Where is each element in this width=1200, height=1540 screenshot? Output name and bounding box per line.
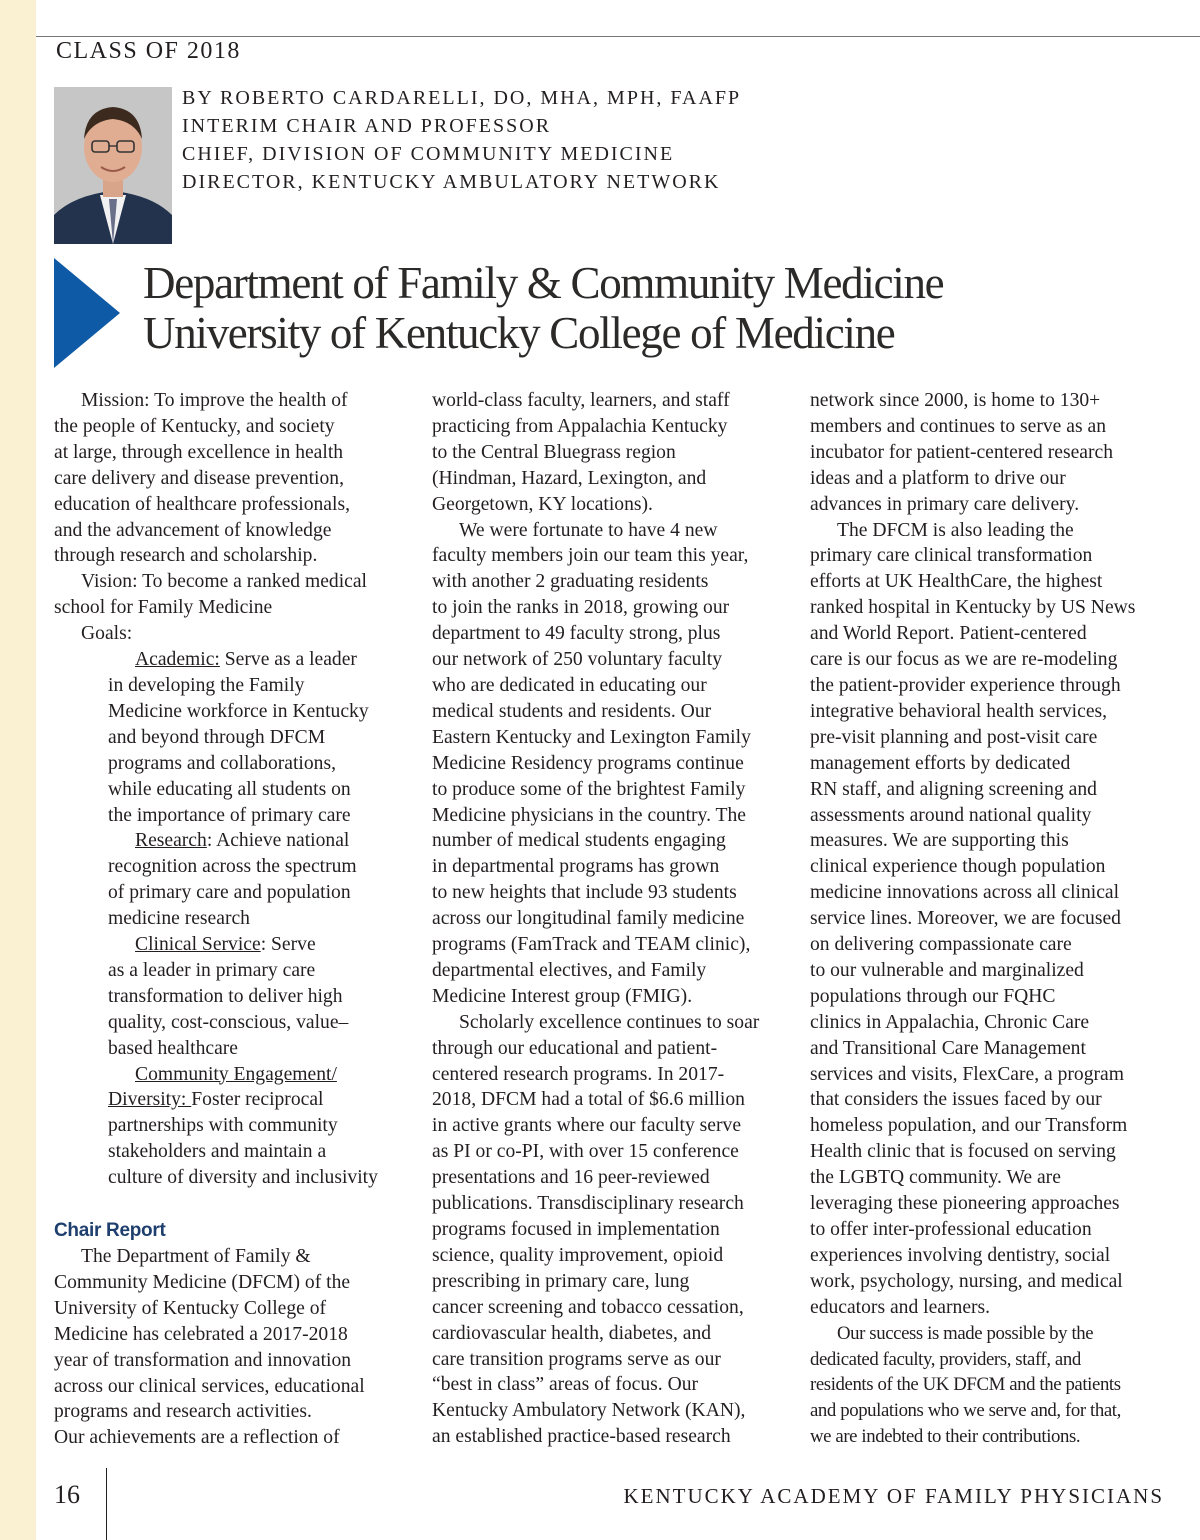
text-line: recognition across the spectrum [108, 856, 357, 878]
text-line: department to 49 faculty strong, plus [432, 623, 721, 645]
text-line: and the advancement of knowledge [54, 519, 332, 541]
text-line: year of transformation and innovation [54, 1349, 352, 1371]
text-line: Medicine Residency programs continue [432, 752, 744, 774]
text-line: Community Medicine (DFCM) of the [54, 1271, 351, 1293]
text-line: Medicine has celebrated a 2017-2018 [54, 1323, 348, 1345]
text-line: University of Kentucky College of [54, 1297, 327, 1319]
goal-community-heading [54, 1062, 414, 1088]
text-line: Medicine Interest group (FMIG). [432, 985, 693, 1007]
text-line: to produce some of the brightest Family [432, 778, 746, 800]
text-line: Health clinic that is focused on serving [810, 1141, 1116, 1163]
text-line: the patient-provider experience through [810, 674, 1121, 696]
byline-line: DIRECTOR, KENTUCKY AMBULATORY NETWORK [182, 171, 721, 193]
author-byline [182, 84, 741, 196]
text-line: Kentucky Ambulatory Network (KAN), [432, 1400, 746, 1422]
text-line: cardiovascular health, diabetes, and [432, 1322, 712, 1344]
text-line: Foster reciprocal [191, 1089, 324, 1111]
publication-title: KENTUCKY ACADEMY OF FAMILY PHYSICIANS [623, 1484, 1164, 1508]
text-line: education of healthcare professionals, [54, 493, 350, 515]
text-line: Serve as a leader [219, 649, 357, 671]
text-line: that considers the issues faced by our [810, 1089, 1102, 1111]
text-line: with another 2 graduating residents [432, 571, 709, 593]
text-line: medical students and residents. Our [432, 700, 712, 722]
text-line: RN staff, and aligning screening and [810, 778, 1097, 800]
text-line: science, quality improvement, opioid [432, 1244, 724, 1266]
text-line: to our vulnerable and marginalized [810, 959, 1084, 981]
text-line: the people of Kentucky, and society [54, 415, 335, 437]
text-line: through our educational and patient- [432, 1037, 718, 1059]
headline-line-1: Department of Family & Community Medicine [143, 258, 944, 308]
author-photo [54, 87, 172, 244]
text-line: dedicated faculty, providers, staff, and [810, 1348, 1081, 1370]
text-line: we are indebted to their contributions. [810, 1426, 1081, 1448]
text-line: populations through our FQHC [810, 985, 1056, 1007]
arrow-shape [54, 258, 120, 368]
byline-line: INTERIM CHAIR AND PROFESSOR [182, 115, 552, 137]
text-line: and World Report. Patient-centered [810, 623, 1087, 645]
text-line: cancer screening and tobacco cessation, [432, 1296, 744, 1318]
goal-academic-label: Academic: [135, 649, 220, 671]
text-line: work, psychology, nursing, and medical [810, 1270, 1123, 1292]
text-line: services and visits, FlexCare, a program [810, 1063, 1124, 1085]
text-line: on delivering compassionate care [810, 934, 1072, 956]
text-line: 2018, DFCM had a total of $6.6 million [432, 1089, 745, 1111]
text-line: who are dedicated in educating our [432, 674, 707, 696]
column-3 [810, 388, 1170, 1450]
text-line: advances in primary care delivery. [810, 493, 1080, 515]
chair-report-heading: Chair Report [54, 1220, 166, 1242]
header-rule [36, 36, 1200, 37]
text-line: Scholarly excellence continues to soar [459, 1011, 760, 1033]
text-line: residents of the UK DFCM and the patients [810, 1374, 1121, 1396]
text-line: partnerships with community [108, 1115, 338, 1137]
text-line: homeless population, and our Transform [810, 1115, 1128, 1137]
text-line: ideas and a platform to drive our [810, 467, 1066, 489]
text-line: efforts at UK HealthCare, the highest [810, 571, 1103, 593]
text-line: of primary care and population [108, 882, 351, 904]
page-number: 16 [54, 1480, 80, 1509]
text-line: centered research programs. In 2017- [432, 1063, 725, 1085]
text-line: quality, cost-conscious, value– [108, 1011, 349, 1033]
text-line: management efforts by dedicated [810, 752, 1071, 774]
text-line: We were fortunate to have 4 new [459, 519, 718, 541]
text-line: medicine innovations across all clinical [810, 882, 1120, 904]
footer-divider [106, 1468, 107, 1540]
text-line: as a leader in primary care [108, 959, 316, 981]
text-line: based healthcare [108, 1037, 238, 1059]
text-line: across our clinical services, educational [54, 1375, 365, 1397]
text-line: school for Family Medicine [54, 597, 273, 619]
text-line: stakeholders and maintain a [108, 1141, 327, 1163]
text-line: and beyond through DFCM [108, 726, 326, 748]
text-line: publications. Transdisciplinary research [432, 1193, 744, 1215]
text-line: in departmental programs has grown [432, 856, 720, 878]
text-line: prescribing in primary care, lung [432, 1270, 690, 1292]
text-line: while educating all students on [108, 778, 351, 800]
text-line: to new heights that include 93 students [432, 882, 737, 904]
text-line: incubator for patient-centered research [810, 441, 1113, 463]
text-line: across our longitudinal family medicine [432, 908, 745, 930]
column-1 [54, 388, 414, 1451]
text-line: “best in class” areas of focus. Our [432, 1374, 699, 1396]
text-line: measures. We are supporting this [810, 830, 1069, 852]
text-line: in active grants where our faculty serve [432, 1115, 742, 1137]
text-line: Vision: To become a ranked medical [81, 571, 368, 593]
goal-clinical-heading [54, 932, 414, 958]
text-line: the LGBTQ community. We are [810, 1167, 1061, 1189]
text-line: members and continues to serve as an [810, 415, 1106, 437]
text-line: to the Central Bluegrass region [432, 441, 676, 463]
text-line: programs focused in implementation [432, 1219, 720, 1240]
goal-academic-heading [54, 647, 414, 673]
text-line: experiences involving dentistry, social [810, 1244, 1111, 1266]
text-line: presentations and 16 peer-reviewed [432, 1167, 710, 1189]
text-line: culture of diversity and inclusivity [108, 1167, 378, 1189]
goals-label: Goals: [81, 623, 133, 645]
text-line: ranked hospital in Kentucky by US News [810, 597, 1136, 619]
blue-arrow-icon [54, 258, 120, 373]
goal-community-label-2: Diversity: [108, 1089, 192, 1111]
text-line: service lines. Moreover, we are focused [810, 908, 1121, 930]
text-line: network since 2000, is home to 130+ [810, 390, 1101, 411]
text-line: assessments around national quality [810, 804, 1092, 826]
column-2 [432, 388, 792, 1450]
text-line: faculty members join our team this year, [432, 545, 749, 567]
text-line: practicing from Appalachia Kentucky [432, 415, 728, 437]
text-line: clinics in Appalachia, Chronic Care [810, 1011, 1090, 1033]
text-line: (Hindman, Hazard, Lexington, and [432, 467, 707, 489]
text-line: educators and learners. [810, 1296, 991, 1318]
text-line: in developing the Family [108, 674, 305, 696]
text-line: programs and collaborations, [108, 752, 336, 774]
text-line: Medicine physicians in the country. The [432, 804, 746, 826]
text-line: the importance of primary care [108, 804, 351, 826]
text-line: departmental electives, and Family [432, 959, 707, 981]
text-line: an established practice-based research [432, 1426, 731, 1448]
text-line: Eastern Kentucky and Lexington Family [432, 726, 751, 748]
text-line: to offer inter-professional education [810, 1219, 1092, 1240]
headline-line-2: University of Kentucky College of Medicine [143, 308, 895, 358]
text-line: care delivery and disease prevention, [54, 467, 344, 489]
text-line: programs and research activities. [54, 1401, 312, 1423]
section-label: CLASS OF 2018 [56, 38, 241, 64]
text-line: number of medical students engaging [432, 830, 726, 852]
text-line: at large, through excellence in health [54, 441, 344, 463]
text-line: and populations who we serve and, for that, [810, 1400, 1121, 1422]
text-line: clinical experience though population [810, 856, 1106, 878]
text-line: : Serve [260, 934, 316, 956]
text-line: Medicine workforce in Kentucky [108, 700, 369, 722]
text-line: integrative behavioral health services, [810, 700, 1108, 722]
byline-line: CHIEF, DIVISION OF COMMUNITY MEDICINE [182, 143, 675, 165]
text-line: pre-visit planning and post-visit care [810, 726, 1098, 748]
text-line: transformation to deliver high [108, 985, 343, 1007]
text-line: world-class faculty, learners, and staff [432, 390, 730, 411]
text-line: Our success is made possible by the [837, 1322, 1094, 1344]
byline-line: BY ROBERTO CARDARELLI, DO, MHA, MPH, FAAFP [182, 87, 742, 109]
text-line: medicine research [108, 908, 250, 930]
text-line: care is our focus as we are re-modeling [810, 649, 1118, 671]
text-line: Our achievements are a reflection of [54, 1427, 340, 1449]
text-line: Mission: To improve the health of [81, 390, 348, 411]
text-line: care transition programs serve as our [432, 1348, 721, 1370]
text-line [54, 1087, 414, 1113]
text-line: our network of 250 voluntary faculty [432, 649, 723, 671]
text-line: The Department of Family & [81, 1246, 311, 1267]
goal-research-label: Research [135, 830, 207, 852]
goal-clinical-label: Clinical Service [135, 934, 261, 956]
text-line: Georgetown, KY locations). [432, 493, 653, 515]
page-gutter-band [0, 0, 36, 1540]
article-headline [143, 258, 943, 358]
text-line: leveraging these pioneering approaches [810, 1193, 1120, 1215]
text-line: primary care clinical transformation [810, 545, 1093, 567]
text-line: to join the ranks in 2018, growing our [432, 597, 730, 619]
text-line: The DFCM is also leading the [837, 519, 1074, 541]
goal-community-label: Community Engagement/ [135, 1063, 337, 1085]
text-line: programs (FamTrack and TEAM clinic), [432, 934, 751, 956]
text-line: through research and scholarship. [54, 545, 318, 567]
text-line: and Transitional Care Management [810, 1037, 1086, 1059]
goal-research-heading [54, 828, 414, 854]
text-line: as PI or co-PI, with over 15 conference [432, 1141, 739, 1163]
text-line: : Achieve national [206, 830, 350, 852]
